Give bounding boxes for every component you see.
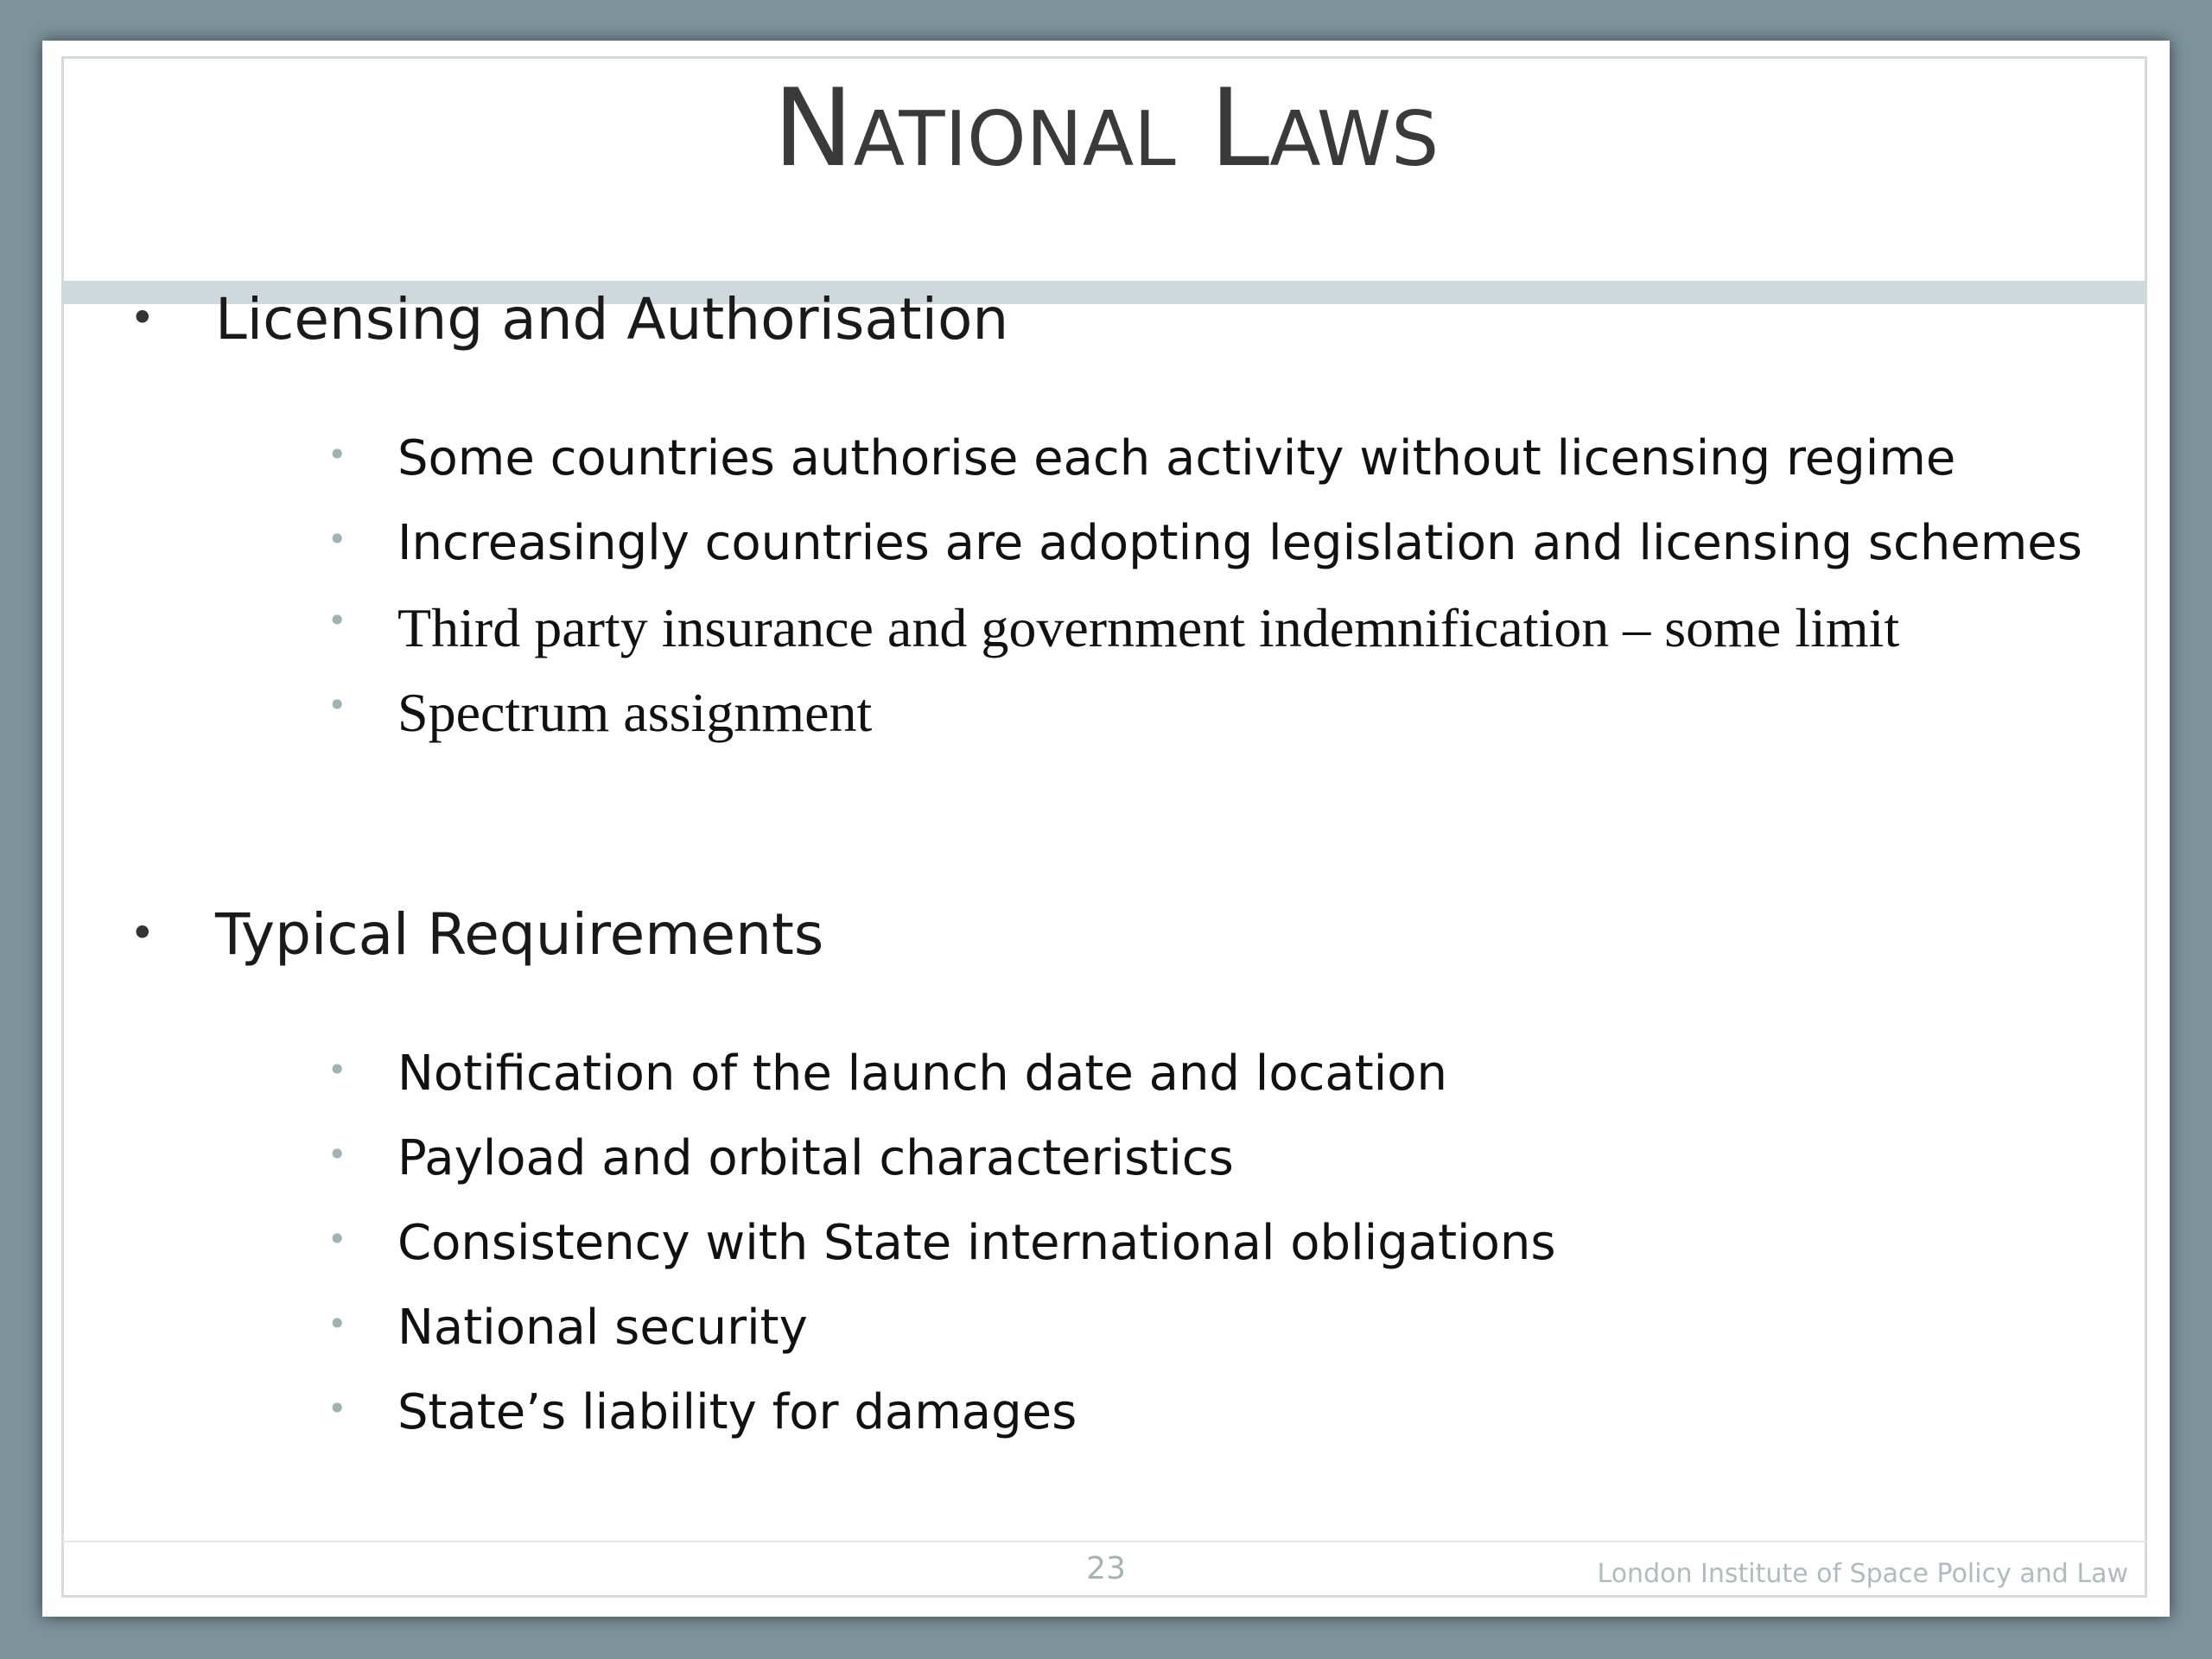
list-item-text: State’s liability for damages	[397, 1384, 1077, 1440]
footer-organization: London Institute of Space Policy and Law	[1597, 1559, 2128, 1589]
list-item-text: Increasingly countries are adopting legislation and licensing schemes	[397, 515, 2082, 571]
bullet-icon: •	[327, 435, 347, 474]
slide-title: National Laws	[772, 67, 1440, 191]
list-item-text: Some countries authorise each activity without licensing regime	[397, 430, 1956, 486]
section-heading-text: Typical Requirements	[215, 901, 824, 968]
list-item-text: Spectrum assignment	[397, 682, 873, 743]
slide-frame	[42, 41, 2170, 1617]
bullet-icon: •	[327, 1389, 347, 1427]
list-item-text: Consistency with State international obligations	[397, 1215, 1556, 1271]
section-heading-text: Licensing and Authorisation	[215, 286, 1009, 353]
list-item-text: Third party insurance and government indemnification – some limit	[397, 597, 1900, 658]
bullet-icon: •	[327, 1305, 347, 1343]
list-item-text: Notification of the launch date and location	[397, 1046, 1447, 1102]
bullet-icon: •	[327, 686, 347, 724]
footer-divider	[61, 1541, 2147, 1542]
bullet-icon: •	[327, 601, 347, 639]
bullet-icon: •	[130, 293, 156, 343]
bullet-icon: •	[327, 1135, 347, 1173]
bullet-icon: •	[327, 1051, 347, 1089]
page-number: 23	[1086, 1551, 1126, 1586]
bullet-icon: •	[327, 1220, 347, 1258]
bullet-icon: •	[130, 908, 156, 958]
list-item-text: Payload and orbital characteristics	[397, 1130, 1234, 1186]
list-item-text: National security	[397, 1300, 808, 1356]
bullet-icon: •	[327, 520, 347, 558]
